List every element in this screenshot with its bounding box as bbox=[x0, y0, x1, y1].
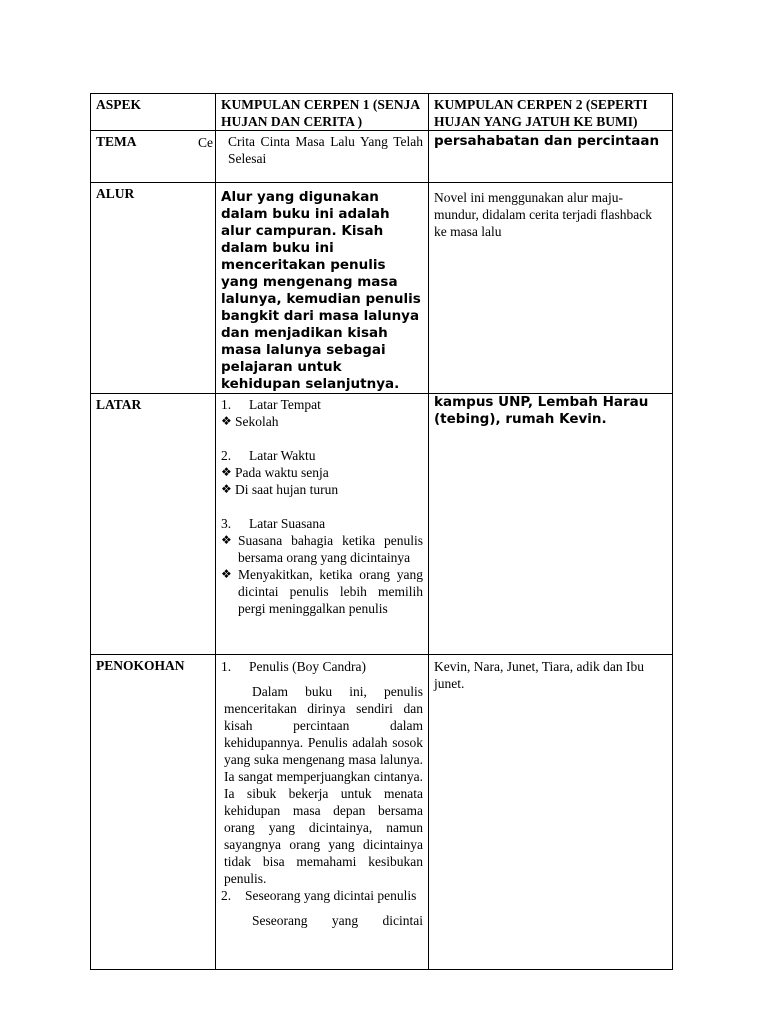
alur-row bbox=[91, 183, 673, 394]
tokoh-2-heading: 2. Seseorang yang dicintai penulis bbox=[221, 888, 417, 903]
tema-k2: persahabatan dan percintaan bbox=[429, 131, 673, 183]
penokohan-k1 bbox=[216, 655, 429, 970]
header-aspek: ASPEK bbox=[91, 94, 216, 131]
tema-k1: Crita Cinta Masa Lalu Yang Telah Selesai bbox=[216, 131, 429, 183]
tokoh-1-description: Dalam buku ini, penulis menceritakan dirinya sendiri dan kisah percintaan dalam kehidupannya. Penulis adalah sosok yang suka mengenang masa lalunya. Ia sangat memperjuangkan cintanya. Ia sibuk bekerja untuk menata kehidupan masa depan bersama orang yang dicintainya, namun sayangnya orang yang dicintainya tidak bisa memahami kesibukan penulis. bbox=[224, 684, 423, 886]
latar-suasana-heading: 3. Latar Suasana bbox=[221, 516, 326, 531]
latar-k2: kampus UNP, Lembah Harau (tebing), rumah Kevin. bbox=[429, 394, 673, 655]
latar-waktu-heading: 2. Latar Waktu bbox=[221, 448, 316, 463]
diamond-bullet-icon: ❖ bbox=[221, 414, 232, 428]
alur-k1: Alur yang digunakan dalam buku ini adalah alur campuran. Kisah dalam buku ini menceritakan penulis yang mengenang masa lalunya, kemudian penulis bangkit dari masa lalunya dan menjadikan kisah masa lalunya sebagai pelajaran untuk kehidupan selanjutnya. bbox=[216, 183, 429, 394]
latar-k1 bbox=[216, 394, 429, 655]
latar-tempat-heading: 1. Latar Tempat bbox=[221, 397, 321, 412]
tokoh-2-description: Seseorang yang dicintai bbox=[252, 913, 423, 928]
diamond-bullet-icon: ❖ bbox=[221, 482, 232, 496]
penokohan-label: PENOKOHAN bbox=[91, 655, 216, 970]
latar-item: ❖ Menyakitkan, ketika orang yang dicintai penulis lebih memilih pergi meninggalkan penulis bbox=[221, 567, 423, 616]
header-kumpulan-2: KUMPULAN CERPEN 2 (SEPERTI HUJAN YANG JATUH KE BUMI) bbox=[429, 94, 673, 131]
latar-item: ❖ Pada waktu senja bbox=[221, 465, 329, 480]
diamond-bullet-icon: ❖ bbox=[221, 533, 232, 547]
tema-label bbox=[91, 131, 216, 183]
diamond-bullet-icon: ❖ bbox=[221, 465, 232, 479]
latar-row bbox=[91, 394, 673, 655]
comparison-table bbox=[90, 93, 673, 970]
latar-label: LATAR bbox=[91, 394, 216, 655]
diamond-bullet-icon: ❖ bbox=[221, 567, 232, 581]
penokohan-row bbox=[91, 655, 673, 970]
tema-label-text: TEMA bbox=[96, 134, 137, 149]
latar-item: ❖ Suasana bahagia ketika penulis bersama orang yang dicintainya bbox=[221, 533, 423, 565]
alur-k2: Novel ini menggunakan alur maju-mundur, didalam cerita terjadi flashback ke masa lalu bbox=[429, 183, 673, 394]
tema-overflow-text: Ce bbox=[198, 135, 213, 150]
latar-item: ❖ Sekolah bbox=[221, 414, 279, 429]
tema-row bbox=[91, 131, 673, 183]
alur-label: ALUR bbox=[91, 183, 216, 394]
penokohan-k2: Kevin, Nara, Junet, Tiara, adik dan Ibu junet. bbox=[429, 655, 673, 970]
header-row bbox=[91, 94, 673, 131]
header-kumpulan-1: KUMPULAN CERPEN 1 (SENJA HUJAN DAN CERITA ) bbox=[216, 94, 429, 131]
latar-item: ❖ Di saat hujan turun bbox=[221, 482, 339, 497]
tokoh-1-heading: 1. Penulis (Boy Candra) bbox=[221, 659, 366, 674]
